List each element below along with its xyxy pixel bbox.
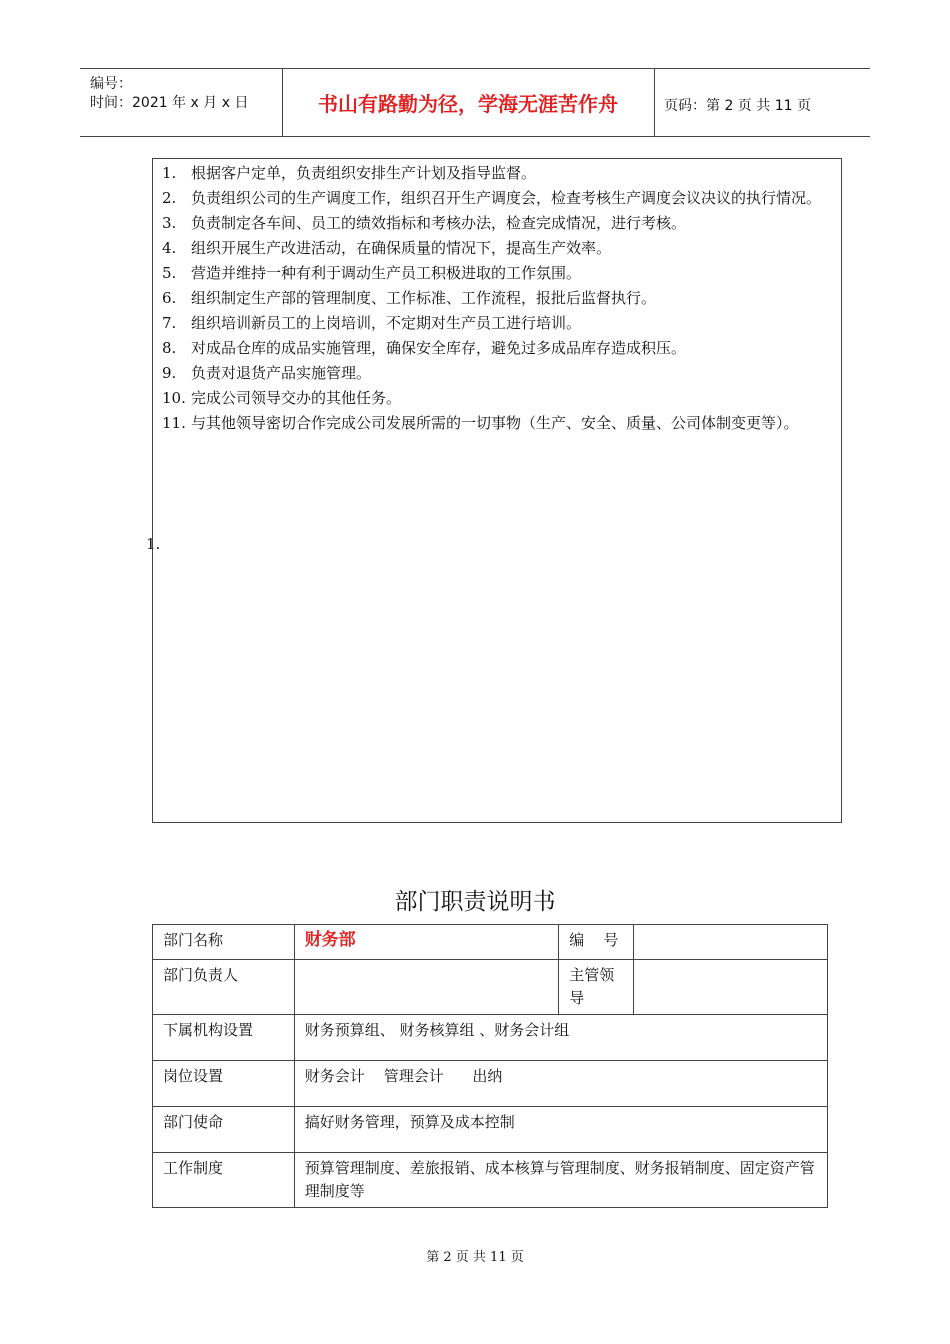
table-row bbox=[153, 1153, 828, 1208]
stray-list-number: 1. bbox=[146, 535, 161, 553]
page-header bbox=[80, 68, 870, 137]
document-number-label: 编号： bbox=[90, 76, 132, 92]
dept-head-label: 部门负责人 bbox=[153, 960, 295, 1015]
table-row bbox=[153, 1107, 828, 1153]
item-text: 对成品仓库的成品实施管理，确保安全库存，避免过多成品库存造成积压。 bbox=[191, 339, 687, 357]
item-number: 5. bbox=[162, 264, 177, 282]
code-value bbox=[634, 925, 828, 960]
positions-label: 岗位设置 bbox=[153, 1061, 295, 1107]
rules-value: 预算管理制度、差旅报销、成本核算与管理制度、财务报销制度、固定资产管理制度等 bbox=[294, 1153, 827, 1208]
sub-org-value: 财务预算组、 财务核算组 、财务会计组 bbox=[294, 1015, 827, 1061]
item-number: 2. bbox=[162, 189, 177, 207]
item-text: 负责对退货产品实施管理。 bbox=[191, 364, 372, 382]
item-text: 营造并维持一种有利于调动生产员工积极进取的工作氛围。 bbox=[191, 264, 582, 282]
dept-name-label: 部门名称 bbox=[153, 925, 295, 960]
list-item bbox=[153, 261, 843, 286]
page-title: 部门职责说明书 bbox=[394, 889, 556, 915]
positions-value: 财务会计 管理会计 出纳 bbox=[294, 1061, 827, 1107]
item-number: 10. bbox=[162, 389, 186, 407]
header-meta bbox=[80, 69, 283, 136]
code-label: 编 号 bbox=[559, 925, 634, 960]
list-item bbox=[153, 361, 843, 386]
table-row bbox=[153, 1015, 828, 1061]
supervisor-label: 主管领导 bbox=[559, 960, 634, 1015]
rules-label: 工作制度 bbox=[153, 1153, 295, 1208]
item-text: 组织开展生产改进活动，在确保质量的情况下，提高生产效率。 bbox=[191, 239, 612, 257]
dept-name-value bbox=[294, 925, 559, 960]
item-number: 1. bbox=[162, 164, 177, 182]
table-row bbox=[153, 960, 828, 1015]
mission-value: 搞好财务管理，预算及成本控制 bbox=[294, 1107, 827, 1153]
item-text: 与其他领导密切合作完成公司发展所需的一切事物（生产、安全、质量、公司体制变更等）。 bbox=[191, 414, 799, 432]
duties-list bbox=[153, 161, 843, 436]
header-page-info: 页码：第 2 页 共 11 页 bbox=[664, 98, 811, 114]
item-text: 负责组织公司的生产调度工作，组织召开生产调度会，检查考核生产调度会议决议的执行情况。 bbox=[191, 189, 822, 207]
page-footer: 第 2 页 共 11 页 bbox=[426, 1250, 524, 1265]
list-item bbox=[153, 286, 843, 311]
list-item bbox=[153, 161, 843, 186]
item-text: 组织制定生产部的管理制度、工作标准、工作流程，报批后监督执行。 bbox=[191, 289, 657, 307]
table-row bbox=[153, 1061, 828, 1107]
dept-head-value bbox=[294, 960, 559, 1015]
item-number: 4. bbox=[162, 239, 177, 257]
item-text: 完成公司领导交办的其他任务。 bbox=[191, 389, 402, 407]
mission-label: 部门使命 bbox=[153, 1107, 295, 1153]
item-number: 7. bbox=[162, 314, 177, 332]
item-number: 11. bbox=[162, 414, 186, 432]
document-date: 时间：2021 年 x 月 x 日 bbox=[90, 95, 249, 111]
item-number: 6. bbox=[162, 289, 177, 307]
list-item bbox=[153, 211, 843, 236]
item-number: 3. bbox=[162, 214, 177, 232]
supervisor-value bbox=[634, 960, 828, 1015]
duties-box bbox=[152, 158, 842, 823]
list-item bbox=[153, 236, 843, 261]
list-item bbox=[153, 386, 843, 411]
dept-name-text: 财务部 bbox=[304, 930, 356, 950]
sub-org-label: 下属机构设置 bbox=[153, 1015, 295, 1061]
department-table bbox=[152, 924, 828, 1208]
header-motto: 书山有路勤为径，学海无涯苦作舟 bbox=[282, 69, 655, 136]
list-item bbox=[153, 311, 843, 336]
item-text: 根据客户定单，负责组织安排生产计划及指导监督。 bbox=[191, 164, 537, 182]
list-item bbox=[153, 186, 843, 211]
list-item bbox=[153, 411, 843, 436]
item-text: 负责制定各车间、员工的绩效指标和考核办法，检查完成情况，进行考核。 bbox=[191, 214, 687, 232]
item-number: 9. bbox=[162, 364, 177, 382]
table-row bbox=[153, 925, 828, 960]
list-item bbox=[153, 336, 843, 361]
item-text: 组织培训新员工的上岗培训，不定期对生产员工进行培训。 bbox=[191, 314, 582, 332]
item-number: 8. bbox=[162, 339, 177, 357]
